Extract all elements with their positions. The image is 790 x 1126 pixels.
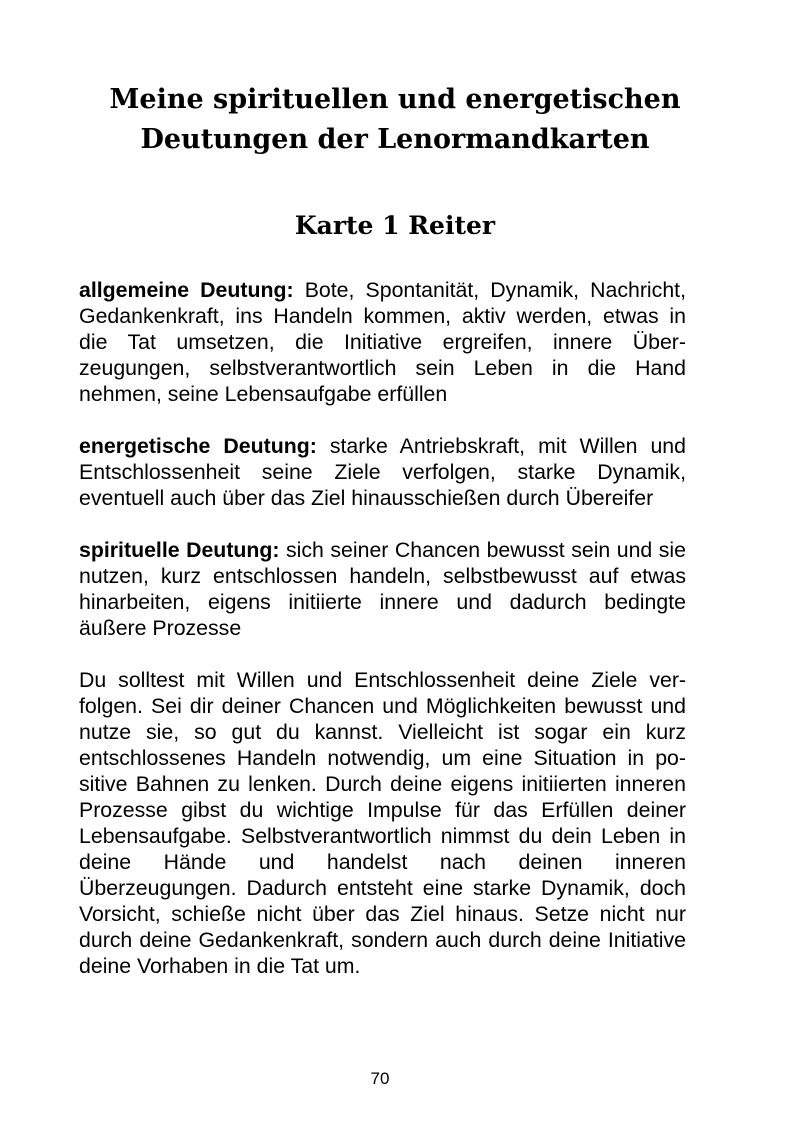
spiritual-meaning-label: spirituelle Deutung: bbox=[79, 538, 280, 562]
general-meaning-paragraph bbox=[79, 277, 686, 407]
general-meaning-label: allgemeine Deutung: bbox=[79, 278, 294, 302]
general-meaning-text: Bote, Spontanität, Dynamik, Nachricht, Gedankenkraft, ins Handeln kommen, aktiv werden, etwas in die Tat umsetzen, die Initiative ergreifen, innere Überzeugungen, selbstverantwortlich sein Leben in die Hand nehmen, seine Lebensaufgabe erfüllen bbox=[79, 278, 686, 406]
closing-paragraph: Du solltest mit Willen und Entschlossenheit deine Ziele verfolgen. Sei dir deiner Chancen und Möglichkeiten bewusst und nutze sie, so gut du kannst. Vielleicht ist sogar ein kurz entschlossenes Handeln notwendig, um eine Situation in positive Bahnen zu lenken. Durch deine eigens initiierten inneren Prozesse gibst du wichtige Impulse für das Erfüllen deiner Lebensaufgabe. Selbstverantwortlich nimmst du dein Leben in deine Hände und handelst nach deinen inneren Überzeugungen. Dadurch entsteht eine starke Dynamik, doch Vorsicht, schieße nicht über das Ziel hinaus. Setze nicht nur durch deine Gedankenkraft, sondern auch durch deine Initiative deine Vorhaben in die Tat um. bbox=[79, 668, 686, 978]
energetic-meaning-paragraph bbox=[79, 433, 686, 511]
card-heading: Karte 1 Reiter bbox=[294, 211, 496, 240]
page-title-line-1: Meine spirituellen und energetischen bbox=[109, 84, 681, 115]
energetic-meaning-label: energetische Deutung: bbox=[79, 434, 317, 458]
page-number: 70 bbox=[370, 1069, 390, 1088]
page-body bbox=[79, 277, 686, 979]
page-title bbox=[40, 80, 750, 160]
page-title-line-2: Deutungen der Lenormandkarten bbox=[140, 124, 650, 155]
energetic-meaning-text: starke Antriebskraft, mit Willen und Entschlossenheit seine Ziele verfolgen, starke Dynamik, eventuell auch über das Ziel hinausschießen durch Übereifer bbox=[79, 434, 686, 510]
spiritual-meaning-paragraph bbox=[79, 537, 686, 641]
spiritual-meaning-text: sich seiner Chancen bewusst sein und sie nutzen, kurz entschlossen handeln, selbstbewusst auf etwas hinarbeiten, eigens initiierte innere und dadurch bedingte äußere Prozesse bbox=[79, 538, 686, 640]
